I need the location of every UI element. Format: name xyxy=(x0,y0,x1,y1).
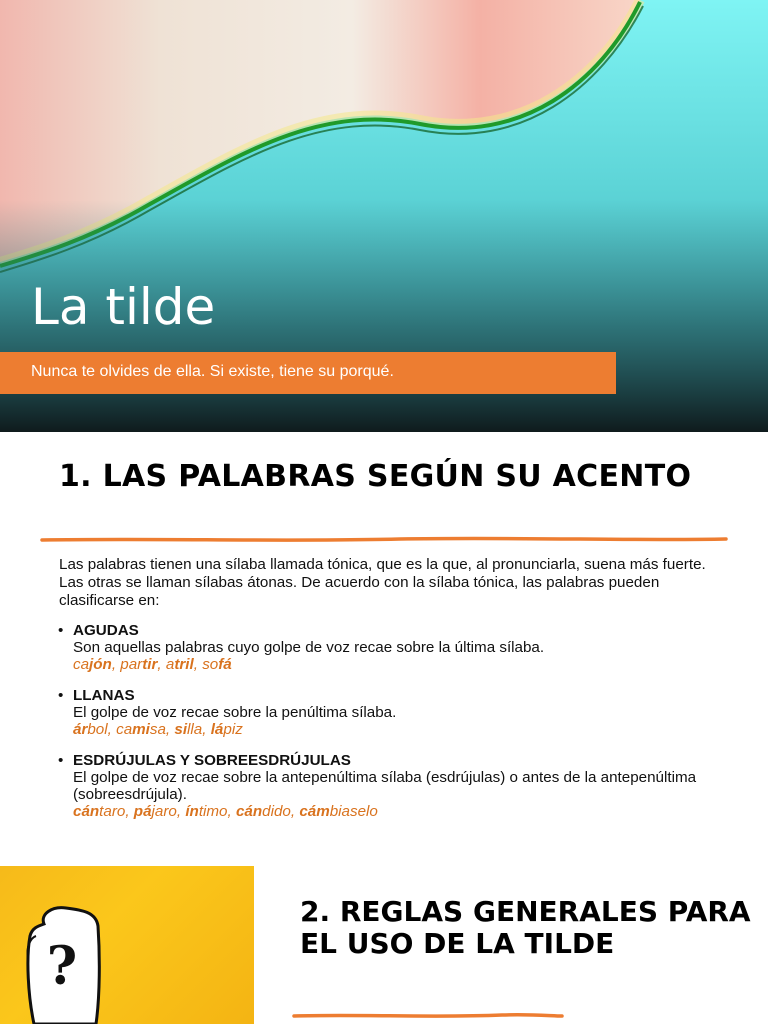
item-description: El golpe de voz recae sobre la antepenúltima sílaba (esdrújulas) o antes de la antepenúltima (sobreesdrújula). xyxy=(73,769,697,803)
slide-subtitle: Nunca te olvides de ella. Si existe, tiene su porqué. xyxy=(31,363,394,380)
rules-slide xyxy=(0,866,768,1024)
accent-types-list xyxy=(59,622,719,820)
intro-paragraph: Las palabras tienen una sílaba llamada tónica, que es la que, al pronunciarla, suena más fuerte. Las otras se llaman sílabas átonas. De acuerdo con la sílaba tónica, las palabras pueden clasificarse en: xyxy=(59,556,706,609)
orange-divider xyxy=(40,535,730,545)
item-examples: árbol, camisa, silla, lápiz xyxy=(73,721,243,738)
list-item-esdrujulas xyxy=(59,752,719,820)
item-title: ESDRÚJULAS Y SOBREESDRÚJULAS xyxy=(73,752,351,769)
question-mark-icon xyxy=(0,866,254,1024)
list-item-agudas xyxy=(59,622,719,673)
svg-text:?: ? xyxy=(46,936,78,997)
title-slide xyxy=(0,0,768,432)
accent-slide xyxy=(0,432,768,864)
item-examples: cántaro, pájaro, íntimo, cándido, cámbiaselo xyxy=(73,803,378,820)
bullet-icon: • xyxy=(58,687,64,704)
slide-title: La tilde xyxy=(31,278,216,336)
item-title: AGUDAS xyxy=(73,622,139,639)
illustration-panel xyxy=(0,866,254,1024)
orange-divider xyxy=(292,1012,564,1020)
item-description: Son aquellas palabras cuyo golpe de voz recae sobre la última sílaba. xyxy=(73,639,545,656)
section-heading: 1. LAS PALABRAS SEGÚN SU ACENTO xyxy=(59,459,692,494)
item-examples: cajón, partir, atril, sofá xyxy=(73,656,232,673)
section-heading: 2. REGLAS GENERALES PARA EL USO DE LA TILDE xyxy=(300,895,751,960)
item-title: LLANAS xyxy=(73,687,135,704)
item-description: El golpe de voz recae sobre la penúltima sílaba. xyxy=(73,704,397,721)
list-item-llanas xyxy=(59,687,719,738)
bullet-icon: • xyxy=(58,622,64,639)
bullet-icon: • xyxy=(58,752,64,769)
